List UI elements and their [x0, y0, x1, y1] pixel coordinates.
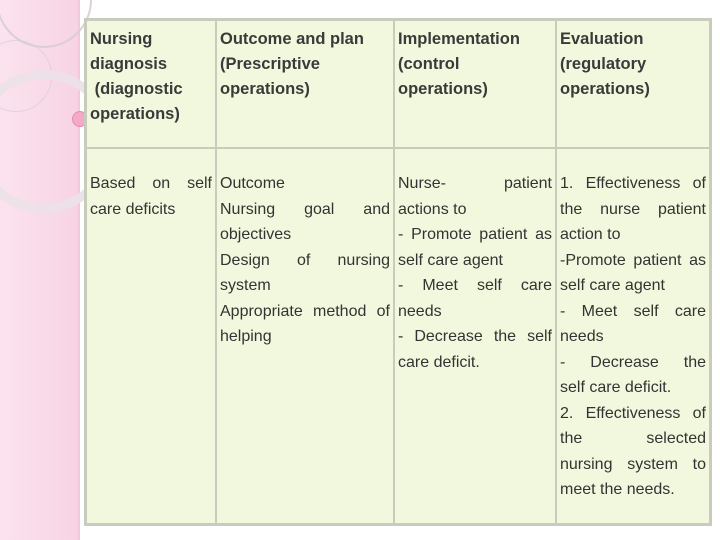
header-line: operations) — [560, 80, 650, 98]
header-line: (control — [398, 55, 460, 73]
cell-line: - Meet self care — [398, 277, 552, 294]
cell-outcome-and-plan — [216, 148, 394, 524]
cell-line: care deficit. — [398, 353, 480, 371]
cell-line: -Promote patient as — [560, 251, 706, 269]
header-line: (regulatory — [560, 55, 647, 73]
cell-line: needs — [398, 302, 442, 320]
cell-line: nursing system to — [560, 455, 706, 473]
cell-line: self care agent — [398, 251, 503, 269]
cell-line: - Decrease the self — [398, 328, 552, 345]
cell-line: the selected — [560, 430, 706, 447]
cell-line: Outcome — [220, 175, 285, 192]
header-line: operations) — [398, 80, 488, 98]
cell-nursing-diagnosis — [86, 148, 216, 524]
header-evaluation — [556, 20, 710, 148]
header-line: (diagnostic — [90, 80, 183, 98]
header-line: operations) — [90, 105, 180, 123]
table-row — [86, 148, 710, 524]
header-line: Outcome and plan — [220, 30, 364, 48]
cell-line: Nurse- patient — [398, 175, 552, 192]
cell-line: Nursing goal and — [220, 200, 390, 218]
cell-line: system — [220, 277, 271, 294]
cell-line: actions to — [398, 200, 467, 218]
cell-line: action to — [560, 226, 621, 243]
cell-line: the nurse patient — [560, 200, 706, 218]
cell-line: self care deficit. — [560, 379, 672, 396]
cell-implementation — [394, 148, 556, 524]
cell-line: 2. Effectiveness of — [560, 404, 706, 422]
table — [85, 19, 711, 525]
header-line: Implementation — [398, 30, 520, 48]
header-outcome-and-plan — [216, 20, 394, 148]
cell-line: - Promote patient as — [398, 226, 552, 243]
cell-line: care deficits — [90, 200, 176, 218]
header-line: operations) — [220, 80, 310, 98]
cell-line: Based on self — [90, 175, 212, 192]
cell-line: Design of nursing — [220, 251, 390, 269]
header-line: Nursing — [90, 30, 153, 48]
cell-line: 1. Effectiveness of — [560, 175, 706, 192]
header-row — [86, 20, 710, 148]
header-implementation — [394, 20, 556, 148]
header-line: Evaluation — [560, 30, 644, 48]
cell-line: helping — [220, 328, 272, 345]
header-line: diagnosis — [90, 55, 168, 73]
cell-line: - Decrease the — [560, 353, 706, 371]
cell-line: needs — [560, 328, 604, 345]
cell-line: - Meet self care — [560, 302, 706, 320]
cell-line: Appropriate method of — [220, 302, 390, 320]
header-nursing-diagnosis — [86, 20, 216, 148]
cell-line: meet the needs. — [560, 481, 675, 498]
nursing-process-table — [84, 18, 712, 526]
header-line: (Prescriptive — [220, 55, 320, 73]
cell-line: objectives — [220, 226, 292, 243]
cell-line: self care agent — [560, 277, 665, 294]
cell-evaluation — [556, 148, 710, 524]
